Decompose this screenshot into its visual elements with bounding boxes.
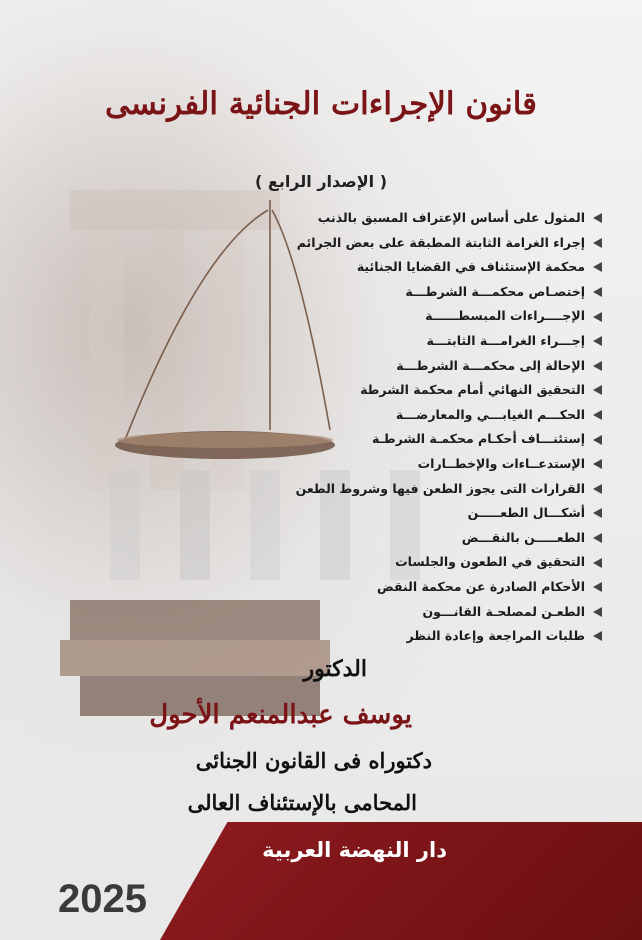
left-pointing-triangle-icon (593, 508, 602, 518)
left-pointing-triangle-icon (593, 213, 602, 223)
list-item: طلبات المراجعة وإعادة النظر (282, 624, 602, 649)
left-pointing-triangle-icon (593, 336, 602, 346)
left-pointing-triangle-icon (593, 410, 602, 420)
list-item: القرارات التى يجوز الطعن فيها وشروط الطعن (282, 477, 602, 502)
author-name: يوسف عبدالمنعم الأحول (149, 700, 412, 730)
list-item: محكمة الإستئناف في القضايا الجنائية (282, 255, 602, 280)
list-item: التحقيق النهائي أمام محكمة الشرطة (282, 378, 602, 403)
list-item: الطعـن لمصلحـة القانـــون (282, 600, 602, 625)
left-pointing-triangle-icon (593, 459, 602, 469)
list-item: الطعـــــن بالنقـــض (282, 526, 602, 551)
topics-list (282, 206, 602, 649)
left-pointing-triangle-icon (593, 533, 602, 543)
list-item: الإحالة إلى محكمـــة الشرطـــة (282, 354, 602, 379)
left-pointing-triangle-icon (593, 287, 602, 297)
left-pointing-triangle-icon (593, 558, 602, 568)
left-pointing-triangle-icon (593, 238, 602, 248)
left-pointing-triangle-icon (593, 312, 602, 322)
left-pointing-triangle-icon (593, 484, 602, 494)
list-item: الإستدعــاءات والإخطــارات (282, 452, 602, 477)
publication-year: 2025 (58, 877, 147, 921)
list-item: الأحكام الصادرة عن محكمة النقض (282, 575, 602, 600)
list-item: التحقيق في الطعون والجلسات (282, 550, 602, 575)
author-title: المحامى بالإستئناف العالى (187, 790, 417, 815)
left-pointing-triangle-icon (593, 607, 602, 617)
publisher-name: دار النهضة العربية (262, 838, 447, 862)
left-pointing-triangle-icon (593, 631, 602, 641)
left-pointing-triangle-icon (593, 361, 602, 371)
left-pointing-triangle-icon (593, 435, 602, 445)
left-pointing-triangle-icon (593, 262, 602, 272)
list-item: إجراء الغرامة الثابتة المطبقة على بعض الجرائم (282, 231, 602, 256)
list-item: أشكـــال الطعـــــن (282, 501, 602, 526)
left-pointing-triangle-icon (593, 385, 602, 395)
edition-label: ( الإصدار الرابع ) (255, 172, 387, 191)
author-degree: دكتوراه فى القانون الجنائى (195, 748, 432, 773)
list-item: الحكـــم الغيابـــي والمعارضـــة (282, 403, 602, 428)
list-item: إجـــراء الغرامـــة الثابتـــة (282, 329, 602, 354)
list-item: المثول على أساس الإعتراف المسبق بالذنب (282, 206, 602, 231)
list-item: إستئنـــاف أحكـام محكمـة الشرطـة (282, 427, 602, 452)
list-item: إختصـاص محكمـــة الشرطـــة (282, 280, 602, 305)
left-pointing-triangle-icon (593, 582, 602, 592)
author-label: الدكتور (303, 656, 367, 682)
book-title: قانون الإجراءات الجنائية الفرنسى (104, 86, 538, 122)
list-item: الإجــــراءات المبسطــــــة (282, 304, 602, 329)
